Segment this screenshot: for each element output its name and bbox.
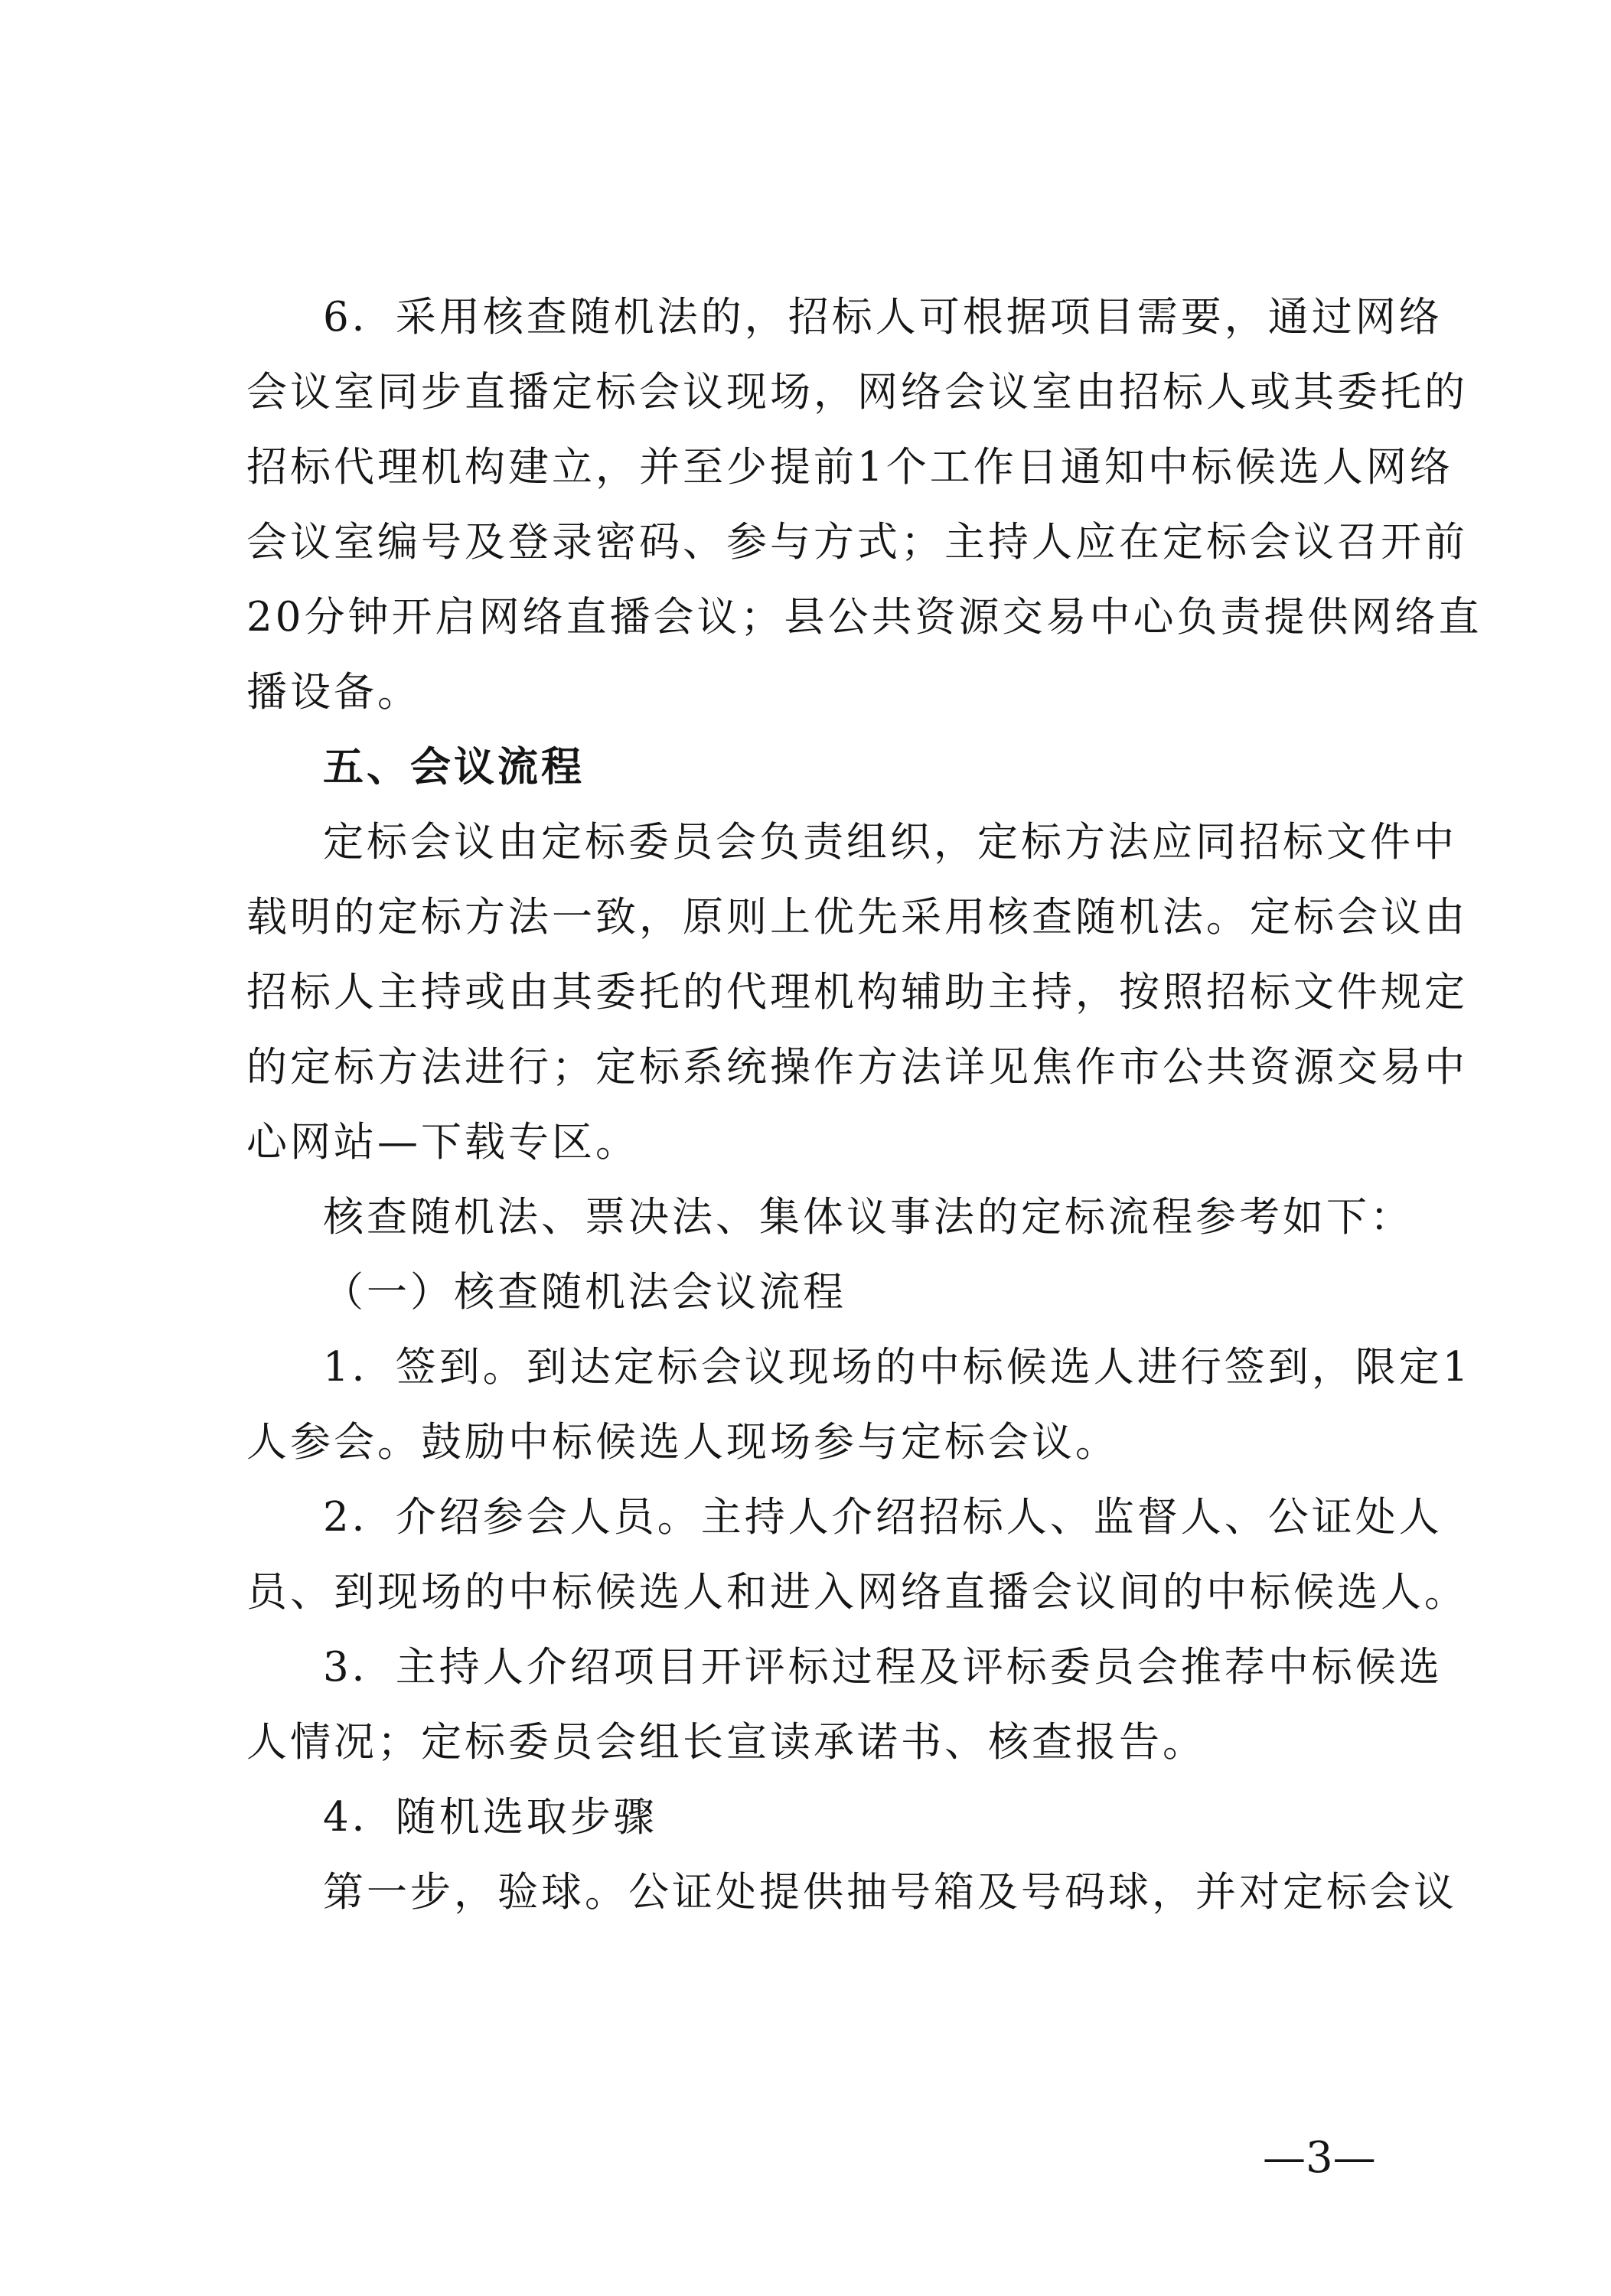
step-3-line-2: 人情况；定标委员会组长宣读承诺书、核查报告。 xyxy=(246,1719,1206,1766)
paragraph-6-line-1: 6．采用核查随机法的，招标人可根据项目需要，通过网络 xyxy=(323,294,1443,341)
document-body xyxy=(246,289,1482,1921)
step-3-line-1: 3．主持人介绍项目开评标过程及评标委员会推荐中标候选 xyxy=(323,1644,1443,1691)
meeting-paragraph-line-4: 的定标方法进行；定标系统操作方法详见焦作市公共资源交易中 xyxy=(246,1044,1468,1091)
meeting-paragraph-line-5: 心网站—下载专区。 xyxy=(246,1119,639,1166)
page-number: —3— xyxy=(1263,2133,1376,2183)
meeting-paragraph-line-2: 载明的定标方法一致，原则上优先采用核查随机法。定标会议由 xyxy=(246,894,1468,941)
meeting-paragraph-line-3: 招标人主持或由其委托的代理机构辅助主持，按照招标文件规定 xyxy=(246,969,1468,1016)
paragraph-6-line-3: 招标代理机构建立，并至少提前1个工作日通知中标候选人网络 xyxy=(246,444,1453,491)
subsection-heading: （一）核查随机法会议流程 xyxy=(323,1269,846,1316)
step-1-line-2: 人参会。鼓励中标候选人现场参与定标会议。 xyxy=(246,1419,1119,1466)
step-2-line-2: 员、到现场的中标候选人和进入网络直播会议间的中标候选人。 xyxy=(246,1569,1468,1616)
meeting-paragraph-line-1: 定标会议由定标委员会负责组织，定标方法应同招标文件中 xyxy=(323,819,1457,866)
paragraph-6-line-4: 会议室编号及登录密码、参与方式；主持人应在定标会议召开前 xyxy=(246,519,1468,566)
section-heading-meeting-process: 五、会议流程 xyxy=(323,744,585,791)
step-2-line-1: 2．介绍参会人员。主持人介绍招标人、监督人、公证处人 xyxy=(323,1494,1443,1541)
step-4-heading: 4．随机选取步骤 xyxy=(323,1794,657,1841)
paragraph-6-line-2: 会议室同步直播定标会议现场，网络会议室由招标人或其委托的 xyxy=(246,369,1468,416)
paragraph-6-line-6: 播设备。 xyxy=(246,669,421,716)
step-1-line-1: 1．签到。到达定标会议现场的中标候选人进行签到，限定1 xyxy=(323,1344,1472,1391)
paragraph-6-line-5: 20分钟开启网络直播会议；县公共资源交易中心负责提供网络直 xyxy=(246,594,1482,641)
process-reference-line: 核查随机法、票决法、集体议事法的定标流程参考如下： xyxy=(323,1194,1414,1241)
step-4-first-step: 第一步，验球。公证处提供抽号箱及号码球，并对定标会议 xyxy=(323,1869,1457,1916)
